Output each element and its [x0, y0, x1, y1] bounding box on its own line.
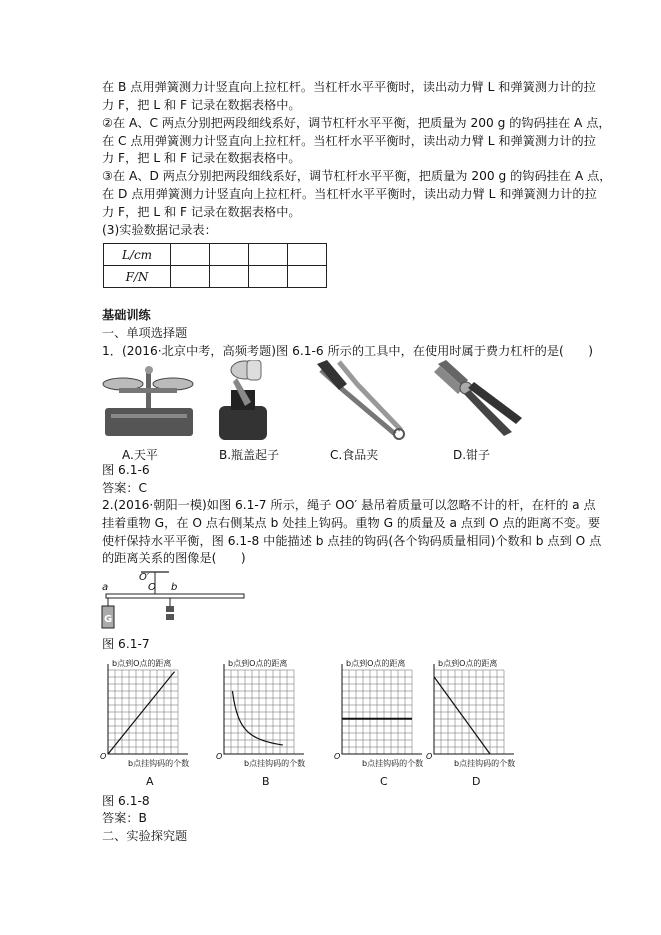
text-line: 在 C 点用弹簧测力计竖直向上拉杠杆。当杠杆水平平衡时，读出动力臂 L 和弹簧测力计的拉	[102, 134, 596, 148]
answer-1: 答案：C	[102, 481, 148, 495]
table-cell	[210, 244, 249, 266]
point-o-label: O	[148, 582, 156, 593]
lever-diagram	[100, 570, 250, 632]
graph-letter-label: C	[380, 775, 388, 788]
graph-d	[426, 660, 526, 764]
axes	[434, 664, 514, 754]
question-2: 挂着重物 G，在 O 点右侧某点 b 处挂上钩码。重物 G 的质量及 a 点到 O 点的距离不变。要	[102, 516, 601, 530]
option-c-label: C.食品夹	[330, 448, 379, 462]
balance-scale-image	[101, 360, 197, 440]
graph-c	[334, 660, 434, 764]
graph-y-label: b点到O点的距离	[438, 659, 498, 668]
table-cell	[288, 244, 327, 266]
table-cell	[249, 266, 288, 288]
text-line: (3)实验数据记录表：	[102, 223, 217, 237]
point-b-label: b	[171, 582, 178, 593]
section-title: 基础训练	[102, 308, 151, 322]
food-tongs-image	[313, 360, 413, 440]
graph-x-label: b点挂钩码的个数	[454, 759, 516, 768]
axes	[108, 664, 188, 754]
table-cell	[171, 266, 210, 288]
graph-letter-label: D	[472, 775, 481, 788]
graph-y-label: b点到O点的距离	[346, 659, 406, 668]
table-cell	[288, 266, 327, 288]
hook-weight	[166, 614, 174, 620]
graph-x-label: b点挂钩码的个数	[244, 759, 306, 768]
table-cell	[171, 244, 210, 266]
figure-caption: 图 6.1-8	[102, 794, 150, 808]
graph-y-label: b点到O点的距离	[228, 659, 288, 668]
option-b-label: B.瓶盖起子	[219, 448, 280, 462]
graph-b	[216, 660, 316, 764]
question-2: 使杆保持水平平衡，图 6.1-8 中能描述 b 点挂的钩码(各个钩码质量相同)个数和 b 点到 O 点	[102, 534, 602, 548]
graph-origin-label: O	[216, 752, 223, 761]
question-1: 1．(2016·北京中考，高频考题)图 6.1-6 所示的工具中，在使用时属于费力杠杆的是( )	[102, 344, 593, 358]
table-cell	[249, 244, 288, 266]
graph-a	[100, 660, 200, 764]
graph-y-label: b点到O点的距离	[112, 659, 172, 668]
graph-origin-label: O	[334, 752, 341, 761]
point-o-prime-label: O′	[139, 572, 150, 583]
graph-letter-label: A	[146, 775, 154, 788]
figure-caption: 图 6.1-6	[102, 463, 150, 477]
text-line: ②在 A、C 两点分别把两段细线系好，调节杠杆水平平衡，把质量为 200 g 的钩码挂在 A 点，	[102, 116, 611, 130]
table-cell	[210, 266, 249, 288]
text-line: 力 F，把 L 和 F 记录在数据表格中。	[102, 98, 301, 112]
point-a-label: a	[102, 582, 109, 593]
graph-x-label: b点挂钩码的个数	[362, 759, 424, 768]
question-2: 2.(2016·朝阳一模)如图 6.1-7 所示，绳子 OO′ 悬吊着质量可以忽略不计的杆，在杆的 a 点	[102, 498, 596, 512]
hook-weight	[166, 606, 174, 612]
graph-origin-label: O	[426, 752, 433, 761]
table-row-label-L: L/cm	[104, 244, 171, 266]
table-row-label-F: F/N	[104, 266, 171, 288]
text-line: 力 F，把 L 和 F 记录在数据表格中。	[102, 205, 301, 219]
pliers-image	[432, 360, 524, 440]
text-line: ③在 A、D 两点分别把两段细线系好，调节杠杆水平平衡，把质量为 200 g 的钩码挂在 A 点，	[102, 169, 612, 183]
bottle-opener-image	[209, 360, 279, 440]
weight-g-label: G	[104, 614, 113, 625]
option-a-label: A.天平	[122, 448, 158, 462]
option-d-label: D.钳子	[453, 448, 491, 462]
question-2: 的距离关系的图像是( )	[102, 551, 246, 565]
axes	[342, 664, 422, 754]
lever-bar	[106, 594, 244, 598]
text-line: 在 B 点用弹簧测力计竖直向上拉杠杆。当杠杆水平平衡时，读出动力臂 L 和弹簧测力计的拉	[102, 80, 596, 94]
part-title: 一、单项选择题	[102, 326, 188, 340]
answer-2: 答案：B	[102, 811, 147, 825]
graph-curve	[232, 691, 282, 745]
graph-letter-label: B	[262, 775, 270, 788]
text-line: 在 D 点用弹簧测力计竖直向上拉杠杆。当杠杆水平平衡时，读出动力臂 L 和弹簧测力计的拉	[102, 187, 597, 201]
data-record-table	[103, 243, 327, 288]
text-line: 力 F，把 L 和 F 记录在数据表格中。	[102, 151, 301, 165]
graph-origin-label: O	[100, 752, 107, 761]
part-title: 二、实验探究题	[102, 829, 188, 843]
figure-caption: 图 6.1-7	[102, 637, 150, 651]
graph-x-label: b点挂钩码的个数	[128, 759, 190, 768]
